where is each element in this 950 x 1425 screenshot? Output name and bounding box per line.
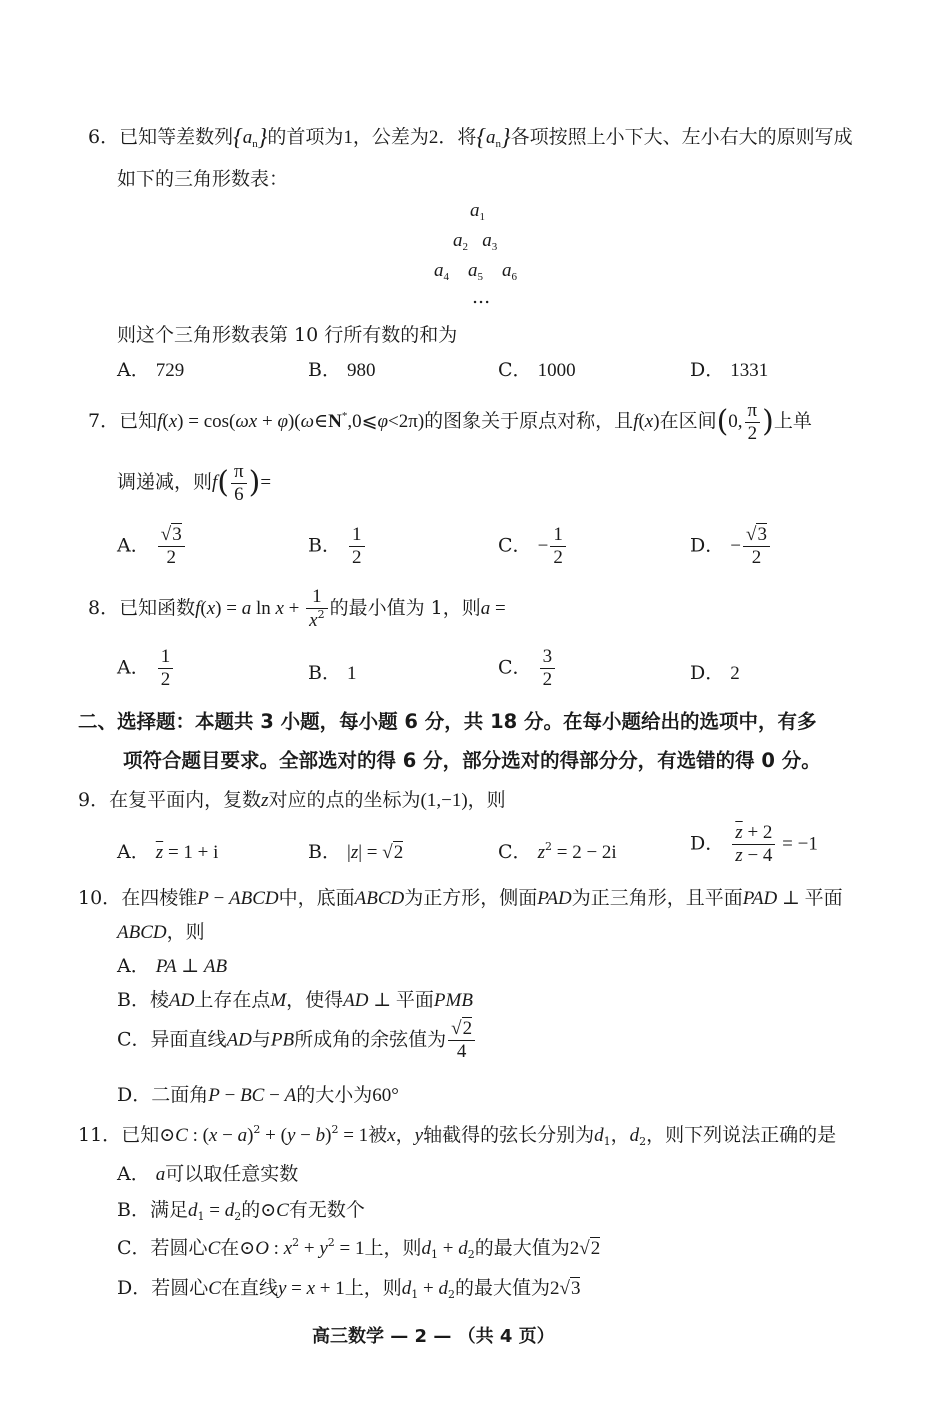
q10-choice-a: A． PA ⊥ AB	[117, 955, 228, 977]
section2-heading-line2: 项符合题目要求。全部选对的得 6 分，部分选对的得部分分，有选错的得 0 分。	[123, 749, 821, 772]
q10-choice-b: B．棱AD上存在点M，使得AD ⊥ 平面PMB	[117, 989, 473, 1011]
q10-choice-c: C．异面直线AD与PB所成角的余弦值为 $\frac{√2}{4}$	[117, 1018, 477, 1063]
q8-choice-b: B． 1	[308, 662, 357, 684]
q7-number: 7．	[88, 410, 120, 432]
q6-choice-a: A． 729	[117, 359, 185, 381]
q8-choice-d: D． 2	[690, 662, 740, 684]
triangle-ellipsis: ...	[472, 286, 491, 308]
q9-choice-a: A． $\overline{z} = 1 + i$	[117, 841, 219, 863]
q7-choice-a: A． $\frac{√3}{2}$	[117, 524, 187, 569]
q8-stem: 8．已知函数f(x) = a ln x + $\frac{1}{x^2}$ 的最小值为 1，则a =	[88, 586, 506, 631]
q11-number: 11．	[78, 1124, 122, 1146]
section2-heading-line1: 二、选择题：本题共 3 小题，每小题 6 分，共 18 分。在每小题给出的选项中，有多	[78, 710, 817, 733]
q10-stem-line2: ABCD，则	[117, 921, 205, 943]
q7-stem-line2: 调递减，则f( $\frac{\pi}{6}$ )=	[117, 460, 272, 505]
q6-stem-line1: 6．已知等差数列$\{a_n\}$的首项为1，公差为2．将$\{a_n\}$各项按照上小下大、左小右大的原则写成	[88, 125, 853, 152]
q11-stem: 11．已知⊙C : $(x - a)^2 + (y - b)^2 = 1$被x，y轴截得的弦长分别为$d_1$，$d_2$，则下列说法正确的是	[78, 1123, 837, 1148]
q8-number: 8．	[88, 596, 120, 619]
q6-number: 6．	[88, 126, 120, 148]
q8-choice-a: A． $\frac{1}{2}$	[117, 646, 175, 691]
q9-choice-b: B． |z| = √2	[308, 841, 404, 863]
q9-choice-d: D． $\frac{\overline{z} + 2}{z - 4}$ = −1	[690, 822, 818, 866]
q7-choice-c: C． − $\frac{1}{2}$	[498, 524, 568, 569]
q7-stem-line1: 7．已知f(x) = cos(ωx + φ)(ω∈N*,0⩽φ<2π)的图象关于原点对称，且f(x)在区间(0, $\frac{\pi}{2}$ )上单	[88, 399, 812, 444]
triangle-row-1: $a_1$	[470, 200, 485, 223]
q10-number: 10．	[78, 887, 122, 909]
q6-choice-b: B． 980	[308, 359, 376, 381]
q11-choice-c: C．若圆心C在⊙O : $x^2 + y^2 = 1$上，则$d_1 + d_2$的最大值为2√2	[117, 1236, 601, 1261]
q9-choice-c: C． $z^2 = 2 - 2i$	[498, 840, 617, 863]
q7-choice-d: D． − $\frac{√3}{2}$	[690, 524, 772, 569]
q9-stem: 9．在复平面内，复数z对应的点的坐标为(1,−1)，则	[78, 789, 506, 811]
q11-choice-a: A． a可以取任意实数	[117, 1163, 299, 1185]
q6-choice-c: C． 1000	[498, 359, 576, 381]
q11-choice-b: B．满足$d_1 = d_2$的⊙C有无数个	[117, 1199, 365, 1223]
page-footer: 高三数学 — 2 — （共 4 页）	[312, 1326, 555, 1347]
q10-choice-d: D．二面角P − BC − A的大小为60°	[117, 1084, 399, 1106]
q10-stem-line1: 10．在四棱锥P − ABCD中，底面ABCD为正方形，侧面PAD为正三角形，且平面PAD ⊥ 平面	[78, 887, 843, 909]
q6-choice-d: D． 1331	[690, 359, 769, 381]
q6-stem-line2: 如下的三角形数表：	[117, 168, 289, 190]
q6-question: 则这个三角形数表第 10 行所有数的和为	[117, 324, 458, 346]
q9-number: 9．	[78, 789, 110, 811]
q7-choice-b: B． $\frac{1}{2}$	[308, 524, 367, 569]
triangle-row-3: $a_4$ $a_5$ $a_6$	[434, 260, 517, 283]
triangle-row-2: $a_2$ $a_3$	[453, 230, 498, 253]
q8-choice-c: C． $\frac{3}{2}$	[498, 646, 557, 691]
q11-choice-d: D．若圆心C在直线y = x + 1上，则$d_1 + d_2$的最大值为2√3	[117, 1277, 581, 1301]
